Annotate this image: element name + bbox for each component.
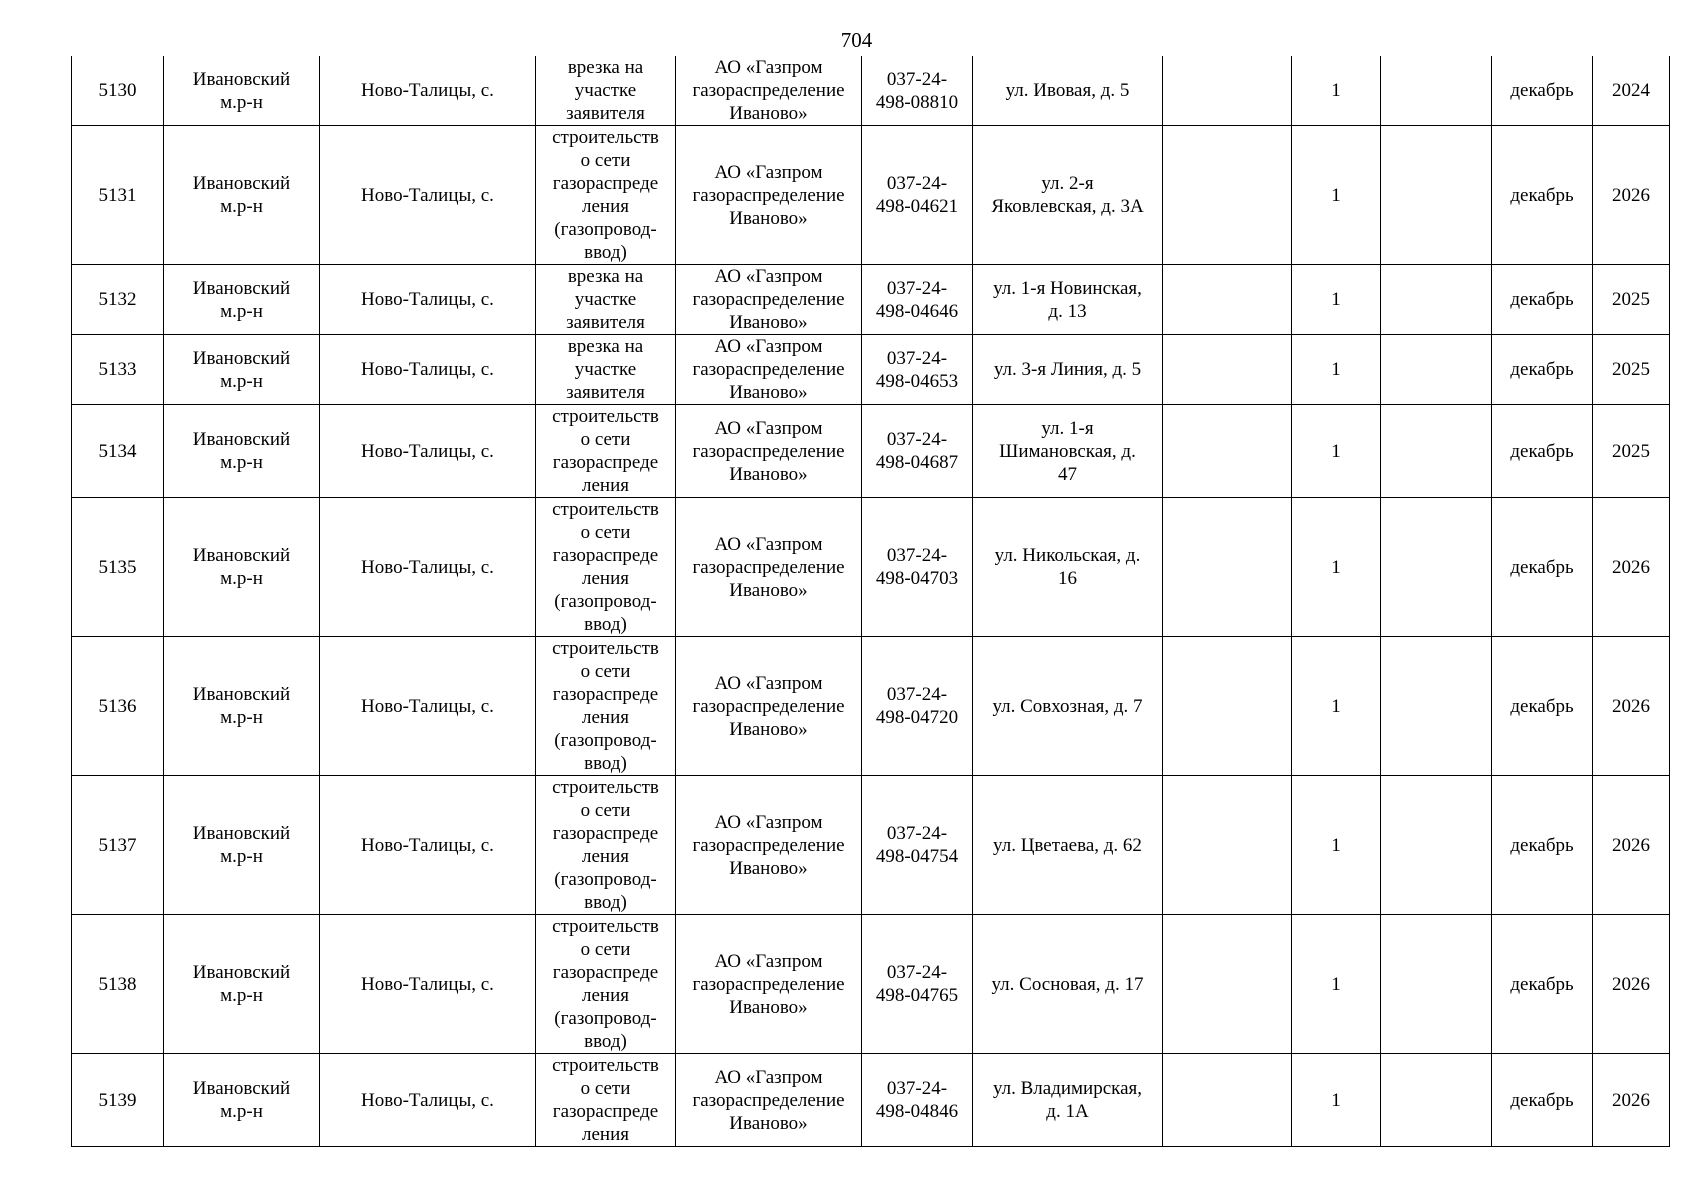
month-cell: декабрь [1492, 498, 1593, 637]
address-cell: ул. Владимирская, д. 1А [973, 1054, 1163, 1147]
address-cell: ул. Сосновая, д. 17 [973, 915, 1163, 1054]
application-code-cell: 037-24- 498-04646 [862, 265, 973, 335]
settlement-cell: Ново-Талицы, с. [320, 126, 536, 265]
row-number: 5135 [72, 498, 164, 637]
address-cell: ул. Ивовая, д. 5 [973, 56, 1163, 126]
empty-cell [1381, 56, 1492, 126]
district-cell: Ивановский м.р-н [164, 637, 320, 776]
settlement-cell: Ново-Талицы, с. [320, 915, 536, 1054]
district-cell: Ивановский м.р-н [164, 915, 320, 1054]
work-type-cell: строительств о сети газораспреде ления [536, 405, 676, 498]
district-cell: Ивановский м.р-н [164, 126, 320, 265]
table-row [72, 265, 1670, 335]
empty-cell [1381, 637, 1492, 776]
table-row [72, 776, 1670, 915]
quantity-cell: 1 [1292, 637, 1381, 776]
address-cell: ул. 3-я Линия, д. 5 [973, 335, 1163, 405]
empty-cell [1381, 335, 1492, 405]
empty-cell [1381, 1054, 1492, 1147]
month-cell: декабрь [1492, 776, 1593, 915]
row-number: 5134 [72, 405, 164, 498]
table-row [72, 915, 1670, 1054]
year-cell: 2026 [1593, 126, 1670, 265]
table-row [72, 637, 1670, 776]
organization-cell: АО «Газпром газораспределение Иваново» [676, 405, 862, 498]
application-code-cell: 037-24- 498-08810 [862, 56, 973, 126]
organization-cell: АО «Газпром газораспределение Иваново» [676, 915, 862, 1054]
work-type-cell: строительств о сети газораспреде ления (газопровод- ввод) [536, 637, 676, 776]
year-cell: 2026 [1593, 776, 1670, 915]
table-row [72, 56, 1670, 126]
application-code-cell: 037-24- 498-04720 [862, 637, 973, 776]
row-number: 5132 [72, 265, 164, 335]
district-cell: Ивановский м.р-н [164, 335, 320, 405]
work-type-cell: строительств о сети газораспреде ления (газопровод- ввод) [536, 776, 676, 915]
table-row [72, 405, 1670, 498]
address-cell: ул. 1-я Шимановская, д. 47 [973, 405, 1163, 498]
address-cell: ул. Совхозная, д. 7 [973, 637, 1163, 776]
empty-cell [1381, 498, 1492, 637]
empty-cell [1163, 776, 1292, 915]
district-cell: Ивановский м.р-н [164, 265, 320, 335]
district-cell: Ивановский м.р-н [164, 1054, 320, 1147]
district-cell: Ивановский м.р-н [164, 498, 320, 637]
empty-cell [1163, 126, 1292, 265]
organization-cell: АО «Газпром газораспределение Иваново» [676, 776, 862, 915]
empty-cell [1163, 56, 1292, 126]
application-code-cell: 037-24- 498-04765 [862, 915, 973, 1054]
row-number: 5138 [72, 915, 164, 1054]
row-number: 5130 [72, 56, 164, 126]
organization-cell: АО «Газпром газораспределение Иваново» [676, 1054, 862, 1147]
empty-cell [1163, 915, 1292, 1054]
work-type-cell: врезка на участке заявителя [536, 335, 676, 405]
empty-cell [1163, 498, 1292, 637]
district-cell: Ивановский м.р-н [164, 776, 320, 915]
work-type-cell: строительств о сети газораспреде ления (газопровод- ввод) [536, 915, 676, 1054]
empty-cell [1381, 265, 1492, 335]
empty-cell [1163, 335, 1292, 405]
organization-cell: АО «Газпром газораспределение Иваново» [676, 265, 862, 335]
empty-cell [1381, 776, 1492, 915]
row-number: 5137 [72, 776, 164, 915]
organization-cell: АО «Газпром газораспределение Иваново» [676, 126, 862, 265]
application-code-cell: 037-24- 498-04687 [862, 405, 973, 498]
quantity-cell: 1 [1292, 265, 1381, 335]
organization-cell: АО «Газпром газораспределение Иваново» [676, 335, 862, 405]
row-number: 5131 [72, 126, 164, 265]
application-code-cell: 037-24- 498-04653 [862, 335, 973, 405]
row-number: 5136 [72, 637, 164, 776]
district-cell: Ивановский м.р-н [164, 405, 320, 498]
empty-cell [1163, 265, 1292, 335]
row-number: 5139 [72, 1054, 164, 1147]
settlement-cell: Ново-Талицы, с. [320, 498, 536, 637]
settlement-cell: Ново-Талицы, с. [320, 335, 536, 405]
table-row [72, 1054, 1670, 1147]
row-number: 5133 [72, 335, 164, 405]
address-cell: ул. Никольская, д. 16 [973, 498, 1163, 637]
district-cell: Ивановский м.р-н [164, 56, 320, 126]
quantity-cell: 1 [1292, 1054, 1381, 1147]
settlement-cell: Ново-Талицы, с. [320, 265, 536, 335]
settlement-cell: Ново-Талицы, с. [320, 776, 536, 915]
empty-cell [1163, 637, 1292, 776]
settlement-cell: Ново-Талицы, с. [320, 1054, 536, 1147]
settlement-cell: Ново-Талицы, с. [320, 637, 536, 776]
organization-cell: АО «Газпром газораспределение Иваново» [676, 56, 862, 126]
year-cell: 2024 [1593, 56, 1670, 126]
month-cell: декабрь [1492, 405, 1593, 498]
year-cell: 2026 [1593, 1054, 1670, 1147]
year-cell: 2026 [1593, 498, 1670, 637]
table-row [72, 335, 1670, 405]
empty-cell [1381, 126, 1492, 265]
month-cell: декабрь [1492, 1054, 1593, 1147]
page-number: 704 [840, 28, 873, 52]
quantity-cell: 1 [1292, 56, 1381, 126]
month-cell: декабрь [1492, 56, 1593, 126]
quantity-cell: 1 [1292, 498, 1381, 637]
year-cell: 2026 [1593, 637, 1670, 776]
year-cell: 2025 [1593, 405, 1670, 498]
quantity-cell: 1 [1292, 335, 1381, 405]
empty-cell [1381, 405, 1492, 498]
empty-cell [1163, 405, 1292, 498]
quantity-cell: 1 [1292, 126, 1381, 265]
address-cell: ул. 1-я Новинская, д. 13 [973, 265, 1163, 335]
organization-cell: АО «Газпром газораспределение Иваново» [676, 498, 862, 637]
address-cell: ул. Цветаева, д. 62 [973, 776, 1163, 915]
month-cell: декабрь [1492, 335, 1593, 405]
year-cell: 2025 [1593, 335, 1670, 405]
settlement-cell: Ново-Талицы, с. [320, 56, 536, 126]
application-code-cell: 037-24- 498-04754 [862, 776, 973, 915]
quantity-cell: 1 [1292, 915, 1381, 1054]
work-type-cell: строительств о сети газораспреде ления [536, 1054, 676, 1147]
month-cell: декабрь [1492, 126, 1593, 265]
address-cell: ул. 2-я Яковлевская, д. 3А [973, 126, 1163, 265]
empty-cell [1163, 1054, 1292, 1147]
organization-cell: АО «Газпром газораспределение Иваново» [676, 637, 862, 776]
quantity-cell: 1 [1292, 405, 1381, 498]
work-type-cell: строительств о сети газораспреде ления (газопровод- ввод) [536, 126, 676, 265]
settlement-cell: Ново-Талицы, с. [320, 405, 536, 498]
data-table [71, 56, 1670, 1147]
empty-cell [1381, 915, 1492, 1054]
application-code-cell: 037-24- 498-04703 [862, 498, 973, 637]
year-cell: 2025 [1593, 265, 1670, 335]
month-cell: декабрь [1492, 265, 1593, 335]
work-type-cell: врезка на участке заявителя [536, 56, 676, 126]
quantity-cell: 1 [1292, 776, 1381, 915]
work-type-cell: врезка на участке заявителя [536, 265, 676, 335]
month-cell: декабрь [1492, 915, 1593, 1054]
month-cell: декабрь [1492, 637, 1593, 776]
application-code-cell: 037-24- 498-04846 [862, 1054, 973, 1147]
table-row [72, 498, 1670, 637]
table-row [72, 126, 1670, 265]
application-code-cell: 037-24- 498-04621 [862, 126, 973, 265]
year-cell: 2026 [1593, 915, 1670, 1054]
work-type-cell: строительств о сети газораспреде ления (газопровод- ввод) [536, 498, 676, 637]
